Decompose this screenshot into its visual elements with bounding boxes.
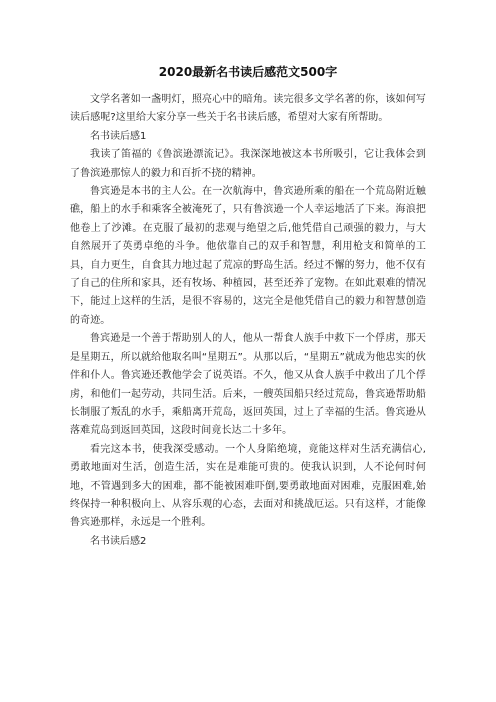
section1-paragraph-3: 鲁宾逊是一个善于帮助别人的人，他从一帮食人族手中救下一个俘虏，那天是星期五，所以就给他取名叫“星期五”。从那以后，“星期五”就成为他忠实的伙伴和仆人。鲁宾逊还教他学会了说英语。不久，他又从食人族手中救出了几个俘虏，和他们一起劳动，共同生活。后来，一艘英国船只经过荒岛，鲁宾逊帮助船长制服了叛乱的水手，乘船离开荒岛，返回英国，过上了幸福的生活。鲁宾逊从落难荒岛到返回英国，这段时间竟长达二十多年。 [70, 333, 426, 437]
section1-paragraph-1: 我读了笛福的《鲁滨逊漂流记》。我深深地被这本书所吸引，它让我体会到了鲁滨逊那惊人的毅力和百折不挠的精神。 [70, 149, 426, 179]
section1-paragraph-2: 鲁宾逊是本书的主人公。在一次航海中，鲁宾逊所乘的船在一个荒岛附近触礁，船上的水手和乘客全被淹死了，只有鲁滨逊一个人幸运地活了下来。海浪把他卷上了沙滩。在克服了最初的悲观与绝望之后,他凭借自己顽强的毅力，与大自然展开了英勇卓绝的斗争。他依靠自己的双手和智慧，利用枪支和简单的工具，自力更生，自食其力地过起了荒凉的野岛生活。经过不懈的努力，他不仅有了自己的住所和家具，还有牧场、种植园，甚至还养了宠物。在如此艰难的情况下，能过上这样的生活，是很不容易的，这完全是他凭借自己的毅力和智慧创造的奇迹。 [70, 186, 426, 326]
intro-paragraph: 文学名著如一盏明灯，照亮心中的暗角。读完很多文学名著的你，该如何写读后感呢?这里给大家分享一些关于名书读后感，希望对大家有所帮助。 [70, 94, 426, 124]
section-heading-2: 名书读后感2 [90, 535, 147, 547]
section-heading-1: 名书读后感1 [90, 130, 147, 142]
section1-paragraph-4: 看完这本书，使我深受感动。一个人身陷绝境，竟能这样对生活充满信心,勇敢地面对生活，创造生活，实在是难能可贵的。使我认识到，人不论何时何地，不管遇到多大的困难，都不能被困难吓倒,要勇敢地面对困难，克服困难,始终保持一种积极向上、从容乐观的心态，去面对和挑战厄运。只有这样，才能像鲁宾逊那样，永远是一个胜利。 [70, 443, 426, 529]
document-title: 2020最新名书读后感范文500字 [158, 65, 338, 79]
